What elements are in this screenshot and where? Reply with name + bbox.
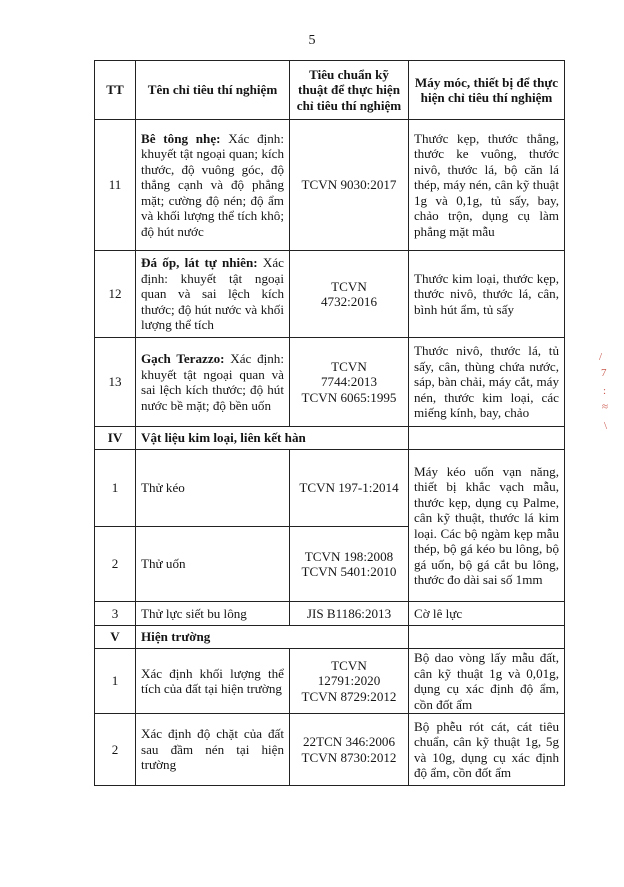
empty-cell bbox=[409, 427, 565, 450]
equipment: Bộ phễu rót cát, cát tiêu chuẩn, cân kỹ thuật 1g, 5g và 10g, dụng cụ xác định độ ẩm, cồn đốt ẩm bbox=[409, 714, 565, 786]
test-description: Xác định: khuyết tật ngoại quan và sai lệch kích thước; độ hút nước bề mặt; độ bền uốn bbox=[141, 351, 284, 413]
table-header-row bbox=[95, 61, 565, 120]
standard-line: 7744:2013 bbox=[320, 374, 377, 390]
equipment: Thước kim loại, thước kẹp, thước nivô, thước lá, cân, bình hút ẩm, tủ sấy bbox=[409, 251, 565, 338]
test-criteria-table bbox=[94, 60, 565, 786]
row-tt: 2 bbox=[95, 714, 136, 786]
page-number: 5 bbox=[308, 33, 316, 48]
standard-line: TCVN 6065:1995 bbox=[301, 389, 397, 405]
standard bbox=[290, 649, 409, 714]
standard-line: 22TCN 346:2006 bbox=[302, 734, 396, 749]
header-test-name: Tên chỉ tiêu thí nghiệm bbox=[136, 61, 290, 120]
table-row bbox=[95, 714, 565, 786]
equipment: Cờ lê lực bbox=[409, 602, 565, 626]
margin-stamp-mark: / bbox=[599, 351, 603, 363]
table-row bbox=[95, 338, 565, 427]
header-standard: Tiêu chuẩn kỹ thuật để thực hiện chỉ tiêu thí nghiệm bbox=[290, 61, 409, 120]
standard-line: TCVN bbox=[331, 278, 367, 294]
row-tt: 12 bbox=[95, 251, 136, 338]
standard-line: 4732:2016 bbox=[320, 294, 377, 309]
standard-line: TCVN bbox=[331, 358, 367, 374]
row-tt: 2 bbox=[95, 527, 136, 602]
test-name: Thử lực siết bu lông bbox=[136, 602, 290, 626]
test-name: Xác định độ chặt của đất sau đầm nén tại hiện trường bbox=[136, 714, 290, 786]
test-name bbox=[136, 251, 290, 338]
section-row bbox=[95, 626, 565, 649]
standard: JIS B1186:2013 bbox=[290, 602, 409, 626]
header-tt: TT bbox=[95, 61, 136, 120]
section-title: Vật liệu kim loại, liên kết hàn bbox=[136, 427, 409, 450]
row-tt: 3 bbox=[95, 602, 136, 626]
standard-line: TCVN 198:2008 bbox=[304, 548, 394, 564]
table-row bbox=[95, 649, 565, 714]
test-description: Xác định: khuyết tật ngoại quan; kích thước, độ vuông góc, độ thẳng cạnh và độ phẳng mặt; cường độ nén; độ ẩm và khối lượng thể tích khô; độ hút nước bbox=[141, 130, 284, 239]
standard-line: TCVN 8729:2012 bbox=[301, 688, 397, 704]
material-name: Bê tông nhẹ: bbox=[141, 130, 221, 146]
equipment: Thước kẹp, thước thẳng, thước ke vuông, thước nivô, thước lá, bộ căn lá thép, máy nén, cân kỹ thuật 1g và 0,1g, tủ sấy, bay, chảo trộn, dụng cụ làm phẳng mặt mẫu bbox=[409, 120, 565, 251]
test-description: Xác định: khuyết tật ngoại quan và sai lệch kích thước; độ hút nước và khối lượng thể tích bbox=[141, 255, 284, 333]
section-row bbox=[95, 427, 565, 450]
standard: TCVN 9030:2017 bbox=[290, 120, 409, 251]
test-name bbox=[136, 338, 290, 427]
test-name: Thử uốn bbox=[136, 527, 290, 602]
standard-line: 12791:2020 bbox=[317, 673, 381, 689]
standard bbox=[290, 338, 409, 427]
standard bbox=[290, 527, 409, 602]
section-number: IV bbox=[95, 427, 136, 450]
margin-stamp-mark: \ bbox=[604, 420, 608, 432]
table-row bbox=[95, 450, 565, 527]
row-tt: 1 bbox=[95, 450, 136, 527]
test-name: Xác định khối lượng thể tích của đất tại hiện trường bbox=[136, 649, 290, 714]
standard-line: TCVN 5401:2010 bbox=[301, 564, 397, 579]
header-equipment: Máy móc, thiết bị để thực hiện chỉ tiêu thí nghiệm bbox=[409, 61, 565, 120]
row-tt: 1 bbox=[95, 649, 136, 714]
standard-line: TCVN bbox=[331, 657, 367, 673]
material-name: Đá ốp, lát tự nhiên: bbox=[141, 255, 258, 271]
test-name: Thử kéo bbox=[136, 450, 290, 527]
row-tt: 13 bbox=[95, 338, 136, 427]
equipment: Thước nivô, thước lá, tủ sấy, cân, thùng chứa nước, sáp, bàn chải, máy cắt, máy nén, thước kim loại, các miếng kính, bay, chảo bbox=[409, 338, 565, 427]
standard: TCVN 197-1:2014 bbox=[290, 450, 409, 527]
table-row bbox=[95, 120, 565, 251]
table-row bbox=[95, 251, 565, 338]
standard bbox=[290, 714, 409, 786]
equipment: Bộ dao vòng lấy mẫu đất, cân kỹ thuật 1g và 0,01g, dụng cụ xác định độ ẩm, cồn đốt ẩm bbox=[409, 649, 565, 714]
material-name: Gạch Terazzo: bbox=[141, 351, 225, 366]
section-number: V bbox=[95, 626, 136, 649]
row-tt: 11 bbox=[95, 120, 136, 251]
standard bbox=[290, 251, 409, 338]
section-title: Hiện trường bbox=[136, 626, 409, 649]
margin-stamp-mark: : bbox=[603, 385, 607, 397]
table-row bbox=[95, 602, 565, 626]
test-name bbox=[136, 120, 290, 251]
margin-stamp-mark: 7 bbox=[601, 367, 607, 379]
standard-line: TCVN 8730:2012 bbox=[301, 749, 397, 765]
empty-cell bbox=[409, 626, 565, 649]
margin-stamp-mark: ≈ bbox=[602, 401, 609, 413]
equipment: Máy kéo uốn vạn năng, thiết bị khắc vạch mẫu, thước kẹp, dụng cụ Palme, cân kỹ thuật, thước lá kim loại. Các bộ ngàm kẹp mẫu thép, bộ gá kéo bu lông, bộ gá uốn, bộ gá cắt bu lông, thước đo dài sai số 1mm bbox=[409, 450, 565, 602]
